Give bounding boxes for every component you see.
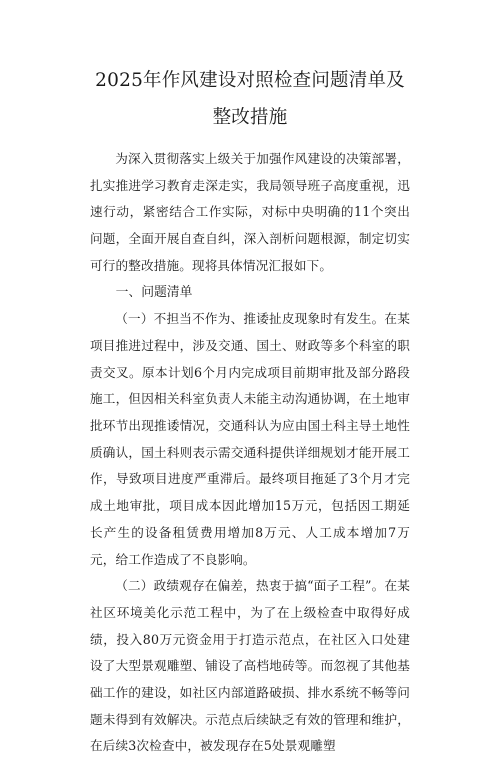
intro-paragraph: 为深入贯彻落实上级关于加强作风建设的决策部署，扎实推进学习教育走深走实，我局领导班子高度重视，迅速行动，紧密结合工作实际，对标中央明确的11个突出问题，全面开展自查自纠，深入剖析问题根源，制定切实可行的整改措施。现将具体情况汇报如下。 <box>90 151 410 273</box>
body-paragraph-1: （一）不担当不作为、推诿扯皮现象时有发生。在某项目推进过程中，涉及交通、国土、财政等多个科室的职责交叉。原本计划6个月内完成项目前期审批及部分路段施工，但因相关科室负责人未能主动沟通协调，在土地审批环节出现推诿情况，交通科认为应由国土科主导土地性质确认，国土科则表示需交通科提供详细规划才能开展工作，导致项目进度严重滞后。最终项目拖延了3个月才完成土地审批，项目成本因此增加15万元，包括因工期延长产生的设备租赁费用增加8万元、人工成本增加7万元，给工作造成了不良影响。 <box>90 311 410 567</box>
body-paragraph-2: （二）政绩观存在偏差，热衷于搞“面子工程”。在某社区环境美化示范工程中，为了在上级检查中取得好成绩，投入80万元资金用于打造示范点，在社区入口处建设了大型景观雕塑、铺设了高档地砖等。而忽视了其他基础工作的建设，如社区内部道路破损、排水系统不畅等问题未得到有效解决。示范点后续缺乏有效的管理和维护，在后续3次检查中，被发现存在5处景观雕塑 <box>90 578 410 754</box>
document-title: 2025年作风建设对照检查问题清单及整改措施 <box>95 70 405 128</box>
section-heading: 一、问题清单 <box>115 284 193 300</box>
